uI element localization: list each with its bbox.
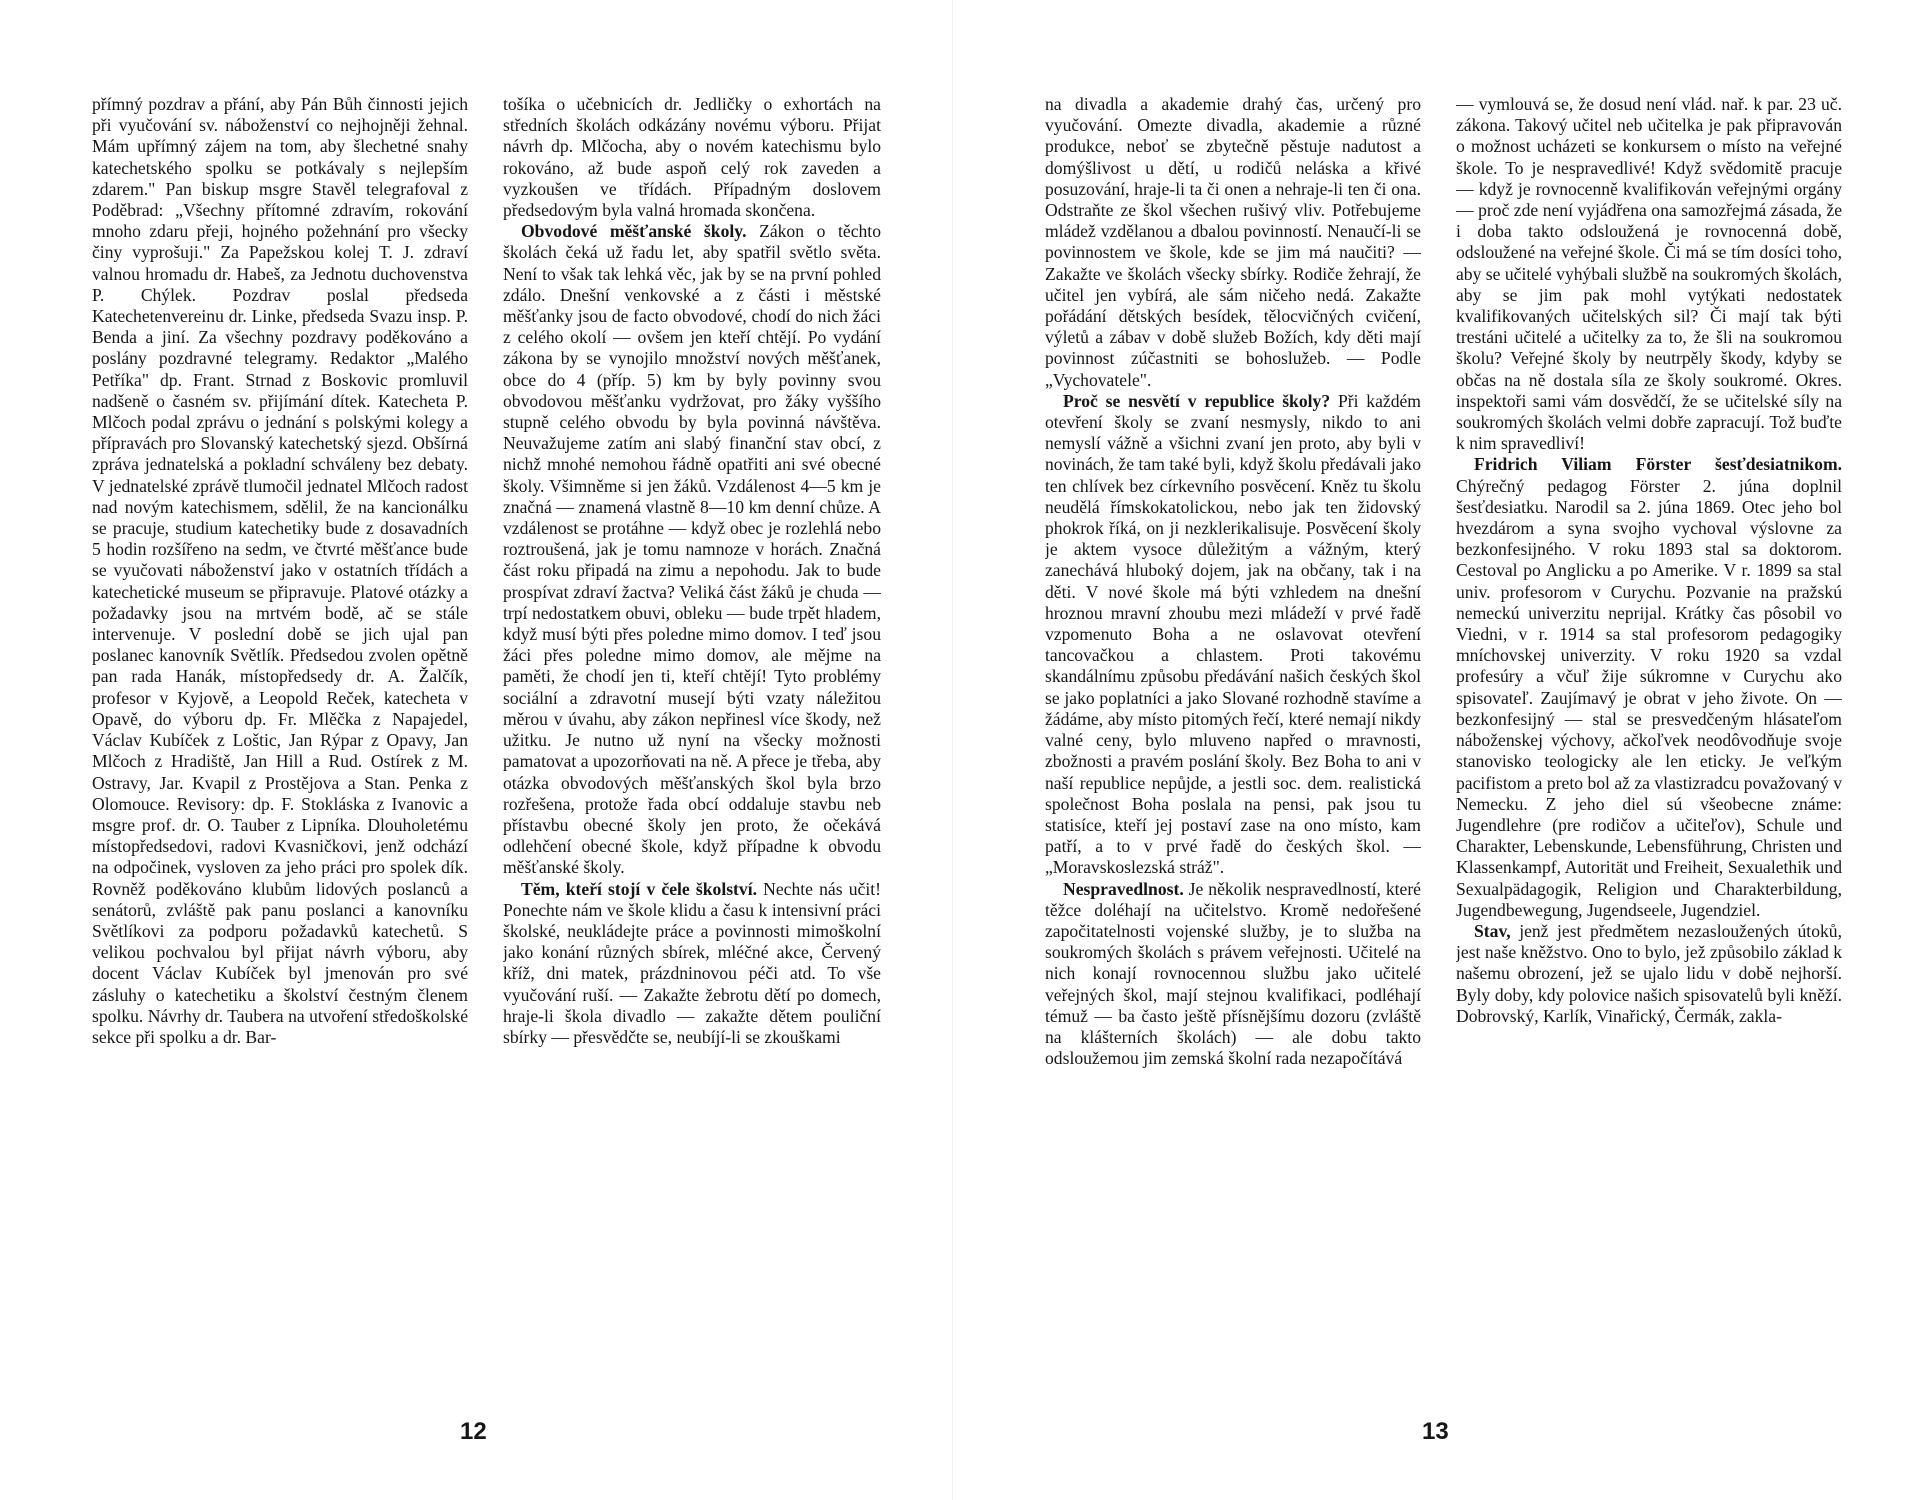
- article-heading: Nespravedlnost.: [1063, 878, 1184, 899]
- article-forster: Fridrich Viliam Förster šesťdesiatnikom. Chýrečný pedagog Förster 2. júna doplnil šesťdesiatku. Narodil sa 2. júna 1869. Otec jeho bol hvezdárom a syna svojho vychoval výslovne za bezkonfesijného. V roku 1893 stal sa doktorom. Cestoval po Anglicku a po Amerike. V r. 1899 sa stal univ. profesorom v Curychu. Pozvanie na pražskú nemeckú univerzitu neprijal. Krátky čas pôsobil vo Viedni, v r. 1914 sa stal profesorom pedagogiky mníchovskej univerzity. V roku 1920 sa vzdal profesúry a včuľ žije súkromne v Curychu ako spisovateľ. Zaujímavý je obrat v jeho živote. On — bezkonfesijný — stal se presvedčeným hlásateľom náboženskej výchovy, ačkoľvek neodôvodňuje svoje stanovisko teologicky ale len eticky. Je veľkým pacifistom a preto bol až za vlastizradcu považovaný v Nemecku. Z jeho diel sú všeobecne známe: Jugendlehre (pre rodičov a učiteľov), Schule und Charakter, Lebenskunde, Lebensführung, Christen und Klassenkampf, Autorität und Freiheit, Sexualethik und Sexualpädagogik, Religion und Charakterbildung, Jugendbewegung, Jugendseele, Jugendziel.: [1456, 454, 1842, 920]
- page-number: 13: [1422, 1418, 1449, 1445]
- paragraph: přímný pozdrav a přání, aby Pán Bůh činnosti jejich při vyučování sv. náboženství co nejhojněji žehnal. Mám upřímný zájem na tom, aby šlechetné snahy katechetského spolku se potkávaly s nejlepším zdarem." Pan biskup msgre Stavěl telegrafoval z Poděbrad: „Všechny přítomné zdravím, rokování mnoho zdaru přeji, hojného požehnání pro všecky činy vyprošuji." Za Papežskou kolej T. J. zdraví valnou hromadu dr. Habeš, za Jednotu duchovenstva P. Chýlek. Pozdrav poslal předseda Katechetenvereinu dr. Linke, předseda Svazu insp. P. Benda a jiní. Za všechny pozdravy poděkováno a poslány pozdravné telegramy. Redaktor „Malého Petříka" dp. Frant. Strnad z Boskovic promluvil nadšeně o časném sv. přijímání dítek. Katecheta P. Mlčoch podal zprávu o jednání s polskými kolegy a přípravách pro Slovanský katechetský sjezd. Obšírná zpráva jednatelská a pokladní schváleny bez debaty. V jednatelské zprávě tlumočil jednatel Mlčoch radost nad novým katechismem, sdělil, že na kancionálku se pracuje, studium katechetiky bude z dosavadních 5 hodin rozšířeno na sedm, ve čtvrté měšťance bude se vyučovati náboženství jako v ostatních třídách a katechetické museum se připravuje. Platové otázky a požadavky jsou na mrtvém bodě, ač se stále intervenuje. V poslední době se jich ujal pan poslanec kanovník Světlík. Předsedou zvolen opětně pan rada Hanák, místopředsedy dr. A. Žalčík, profesor v Kyjově, a Leopold Reček, katecheta v Opavě, do výboru dp. Fr. Mlěčka z Napajedel, Václav Kubíček z Loštic, Jan Rýpar z Opavy, Jan Mlčoch z Hradiště, Jan Hill a Rud. Ostírek z M. Ostravy, Jar. Kvapil z Prostějova a Stan. Penka z Olomouce. Revisory: dp. F. Stokláska z Ivanovic a msgre prof. dr. O. Tauber z Lipníka. Dlouholetému místopředsedovi, radovi Kvasničkovi, jenž odchází na odpočinek, vysloven za jeho práci pro spolek dík. Rovněž poděkováno klubům lidových poslanců a senátorů, zvláště pak panu poslanci a kanovníku Světlíkovi za podporu požadavků katechetů. S velikou pochvalou byl přijat návrh výboru, aby docent Václav Kubíček byl jmenován pro své zásluhy o katechetiku a školství čestným členem spolku. Návrhy dr. Taubera na utvoření středoškolské sekce při spolku a dr. Bar-: [92, 94, 468, 1047]
- article-heading: Obvodové měšťanské školy.: [521, 221, 747, 242]
- paragraph: tošíka o učebnicích dr. Jedličky o exhortách na středních školách odkázány novému výboru. Přijat návrh dp. Mlčocha, aby o novém katechismu bylo rokováno, až bude aspoň celý rok zaveden a vyzkoušen ve třídách. Případným doslovem předsedovým byla valná hromada skončena.: [503, 94, 881, 221]
- left-page-column-1: [92, 94, 468, 1394]
- article-heading: Stav,: [1474, 920, 1511, 941]
- paragraph: — vymlouvá se, že dosud není vlád. nař. k par. 23 uč. zákona. Takový učitel neb učitelka je pak připravován o možnost ucházeti se konkursem o místo na veřejné škole. To je nespravedlivé! Když svědomitě pracuje — když je rovnocenně kvalifikován veřejnými orgány — proč zde není vyjádřena ona samozřejmá zásada, že i doba takto odsloužená je rovnocenná době, odsloužené na veřejné škole. Či má se tím dosíci toho, aby se učitelé vyhýbali službě na soukromých školách, aby se jim pak mohl vytýkati nedostatek kvalifikovaných učitelských sil? Či mají tak býti trestáni učitelé a učitelky za to, že šli na soukromou školu? Veřejné školy by neutrpěly škody, kdyby se občas na ně dostala síla ze školy soukromé. Okres. inspektoři sami vám dosvědčí, že se učitelské síly na soukromých školách velmi dobře zapracují. Tož buďte k nim spravedliví!: [1456, 94, 1842, 454]
- article-heading: Proč se nesvětí v republice školy?: [1063, 390, 1331, 411]
- article-heading: Fridrich Viliam Förster šesťdesiatnikom.: [1474, 454, 1842, 475]
- right-page-column-1: [1045, 94, 1421, 1394]
- article-heading: Těm, kteří stojí v čele školství.: [521, 878, 757, 899]
- article-tem-kteri-stoji-v-cele-skolstvi: Těm, kteří stojí v čele školství. Nechte nás učit! Ponechte nám ve škole klidu a času k intensivní práci školské, neukládejte práce a povinnosti mimoškolní jako konání různých sbírek, mléčné akce, Červený kříž, dni matek, prázdninovou péči atd. To vše vyučování ruší. — Zakažte žebrotu dětí po domech, hraje-li škola divadlo — zakažte dětem pouliční sbírky — přesvědčte se, neubíjí-li se zkouškami: [503, 878, 881, 1047]
- article-proc-se-nesveti-skoly: Proč se nesvětí v republice školy? Při každém otevření školy se zvaní nesmysly, nikdo to ani nemyslí vážně a všichni zvaní jen proto, aby byli v novinách, že tam také byli, když školu předávali jako ten chlívek bez církevního posvěcení. Kněz tu školu neudělá římskokatolickou, nebo jak ten židovský phokrok říká, on ji nezklerikalisuje. Posvěcení školy je aktem vysoce důležitým a vážným, který zanechává hluboký dojem, jak na občany, tak i na děti. V nové škole má býti vzhledem na dnešní hroznou mravní zhoubu mezi mládeží v prvé řadě vzpomenuto Boha a ne oslavovat otevření tancovačkou a chlastem. Proti takovému skandálnímu způsobu předávání našich českých škol se jako poplatníci a jako Slované rozhodně stavíme a žádáme, aby místo pitomých řečí, které nemají nikdy valné ceny, bylo mluveno napřed o mravnosti, zbožnosti a pravém poslání školy. Bez Boha to ani v naší republice nepůjde, a jestli soc. dem. realistická společnost Boha poslala na pensi, pak jsou tu statisíce, kteří jej postaví zase na ono místo, kam patří, a to v prvé řadě do českých škol. — „Moravskoslezská stráž".: [1045, 390, 1421, 878]
- article-stav: Stav, jenž jest předmětem nezasloužených útoků, jest naše kněžstvo. Ono to bylo, jež způsobilo základ k našemu obrození, jež se ujalo lidu v době nejhorší. Byly doby, kdy polovice našich spisovatelů byli kněží. Dobrovský, Karlík, Vinařický, Čermák, zakla-: [1456, 920, 1842, 1026]
- right-page: [953, 0, 1906, 1500]
- left-page-column-2: [503, 94, 881, 1394]
- paragraph: na divadla a akademie drahý čas, určený pro vyučování. Omezte divadla, akademie a různé produkce, neboť se zbytečně pěstuje nadutost a domýšlivost u dětí, u rodičů neláska a křivé posuzování, hraje-li ta či onen a nehraje-li ten či ona. Odstraňte ze škol všechen rušivý vliv. Potřebujeme mládež vzdělanou a dbalou povinností. Nenaučí-li se povinnostem ve škole, kde se jim má naučiti? — Zakažte ve školách všecky sbírky. Rodiče žehrají, že učitel jen vybírá, ale sám ničeho nedá. Zakažte pořádání dětských besídek, tělocvičných cvičení, výletů a zábav v době služeb Božích, kdy děti mají povinnost zúčastniti se bohoslužeb. — Podle „Vychovatele".: [1045, 94, 1421, 390]
- right-page-column-2: [1456, 94, 1842, 1394]
- article-nespravedlnost: Nespravedlnost. Je několik nespravedlností, které těžce doléhají na učitelstvo. Kromě nedořešené započitatelnosti vojenské služby, je to služba na soukromých školách s právem veřejnosti. Učitelé na nich konají rovnocennou službu jako učitelé veřejných škol, mají stejnou kvalifikaci, podléhají témuž — ba často ještě přísnějšímu dozoru (zvláště na klášterních školách) — ale dobu takto odsloužemou jim zemská školní rada nezapočítává: [1045, 878, 1421, 1069]
- page-number: 12: [460, 1418, 487, 1445]
- article-obvodove-mestanske-skoly: Obvodové měšťanské školy. Zákon o těchto školách čeká už řadu let, aby spatřil světlo světa. Není to však tak lehká věc, jak by se na první pohled zdálo. Dnešní venkovské a z části i městské měšťanky jsou de facto obvodové, chodí do nich žáci z celého okolí — ovšem jen kteří chtějí. Po vydání zákona by se vynojilo množství nových měšťanek, obce do 4 (příp. 5) km by byly povinny svou obvodovou měšťanku vydržovat, pro žáky vyššího stupně celého obvodu by byla povinná návštěva. Neuvažujeme zatím ani slabý finanční stav obcí, z nichž mnohé nemohou řádně opatřiti ani své obecné školy. Všimněme si jen žáků. Vzdálenost 4—5 km je značná — znamená vlastně 8—10 km denní chůze. A vzdálenost se protáhne — když obec je rozlehlá nebo roztroušená, jak je tomu namnoze v horách. Značná část roku připadá na zimu a nepohodu. Jak to bude prospívat zdraví žactva? Veliká část žáků je chuda — trpí nedostatkem obuvi, obleku — bude trpět hladem, když musí býti přes poledne mimo domov. I teď jsou žáci přes poledne mimo domov, ale mějme na paměti, že chodí jen ti, kteří chtějí! Tyto problémy sociální a zdravotní musejí býti vzaty náležitou měrou v úvahu, aby zákon nepřinesl více škody, než užitku. Je nutno už nyní na všecky možnosti pamatovat a upozorňovati na ně. A přece je třeba, aby otázka obvodových měšťanských škol byla brzo rozřešena, protože řada obcí oddaluje stavbu neb přístavbu obecné školy jen proto, že očekává odlehčení obecné škole, když případne k obvodu měšťanské školy.: [503, 221, 881, 878]
